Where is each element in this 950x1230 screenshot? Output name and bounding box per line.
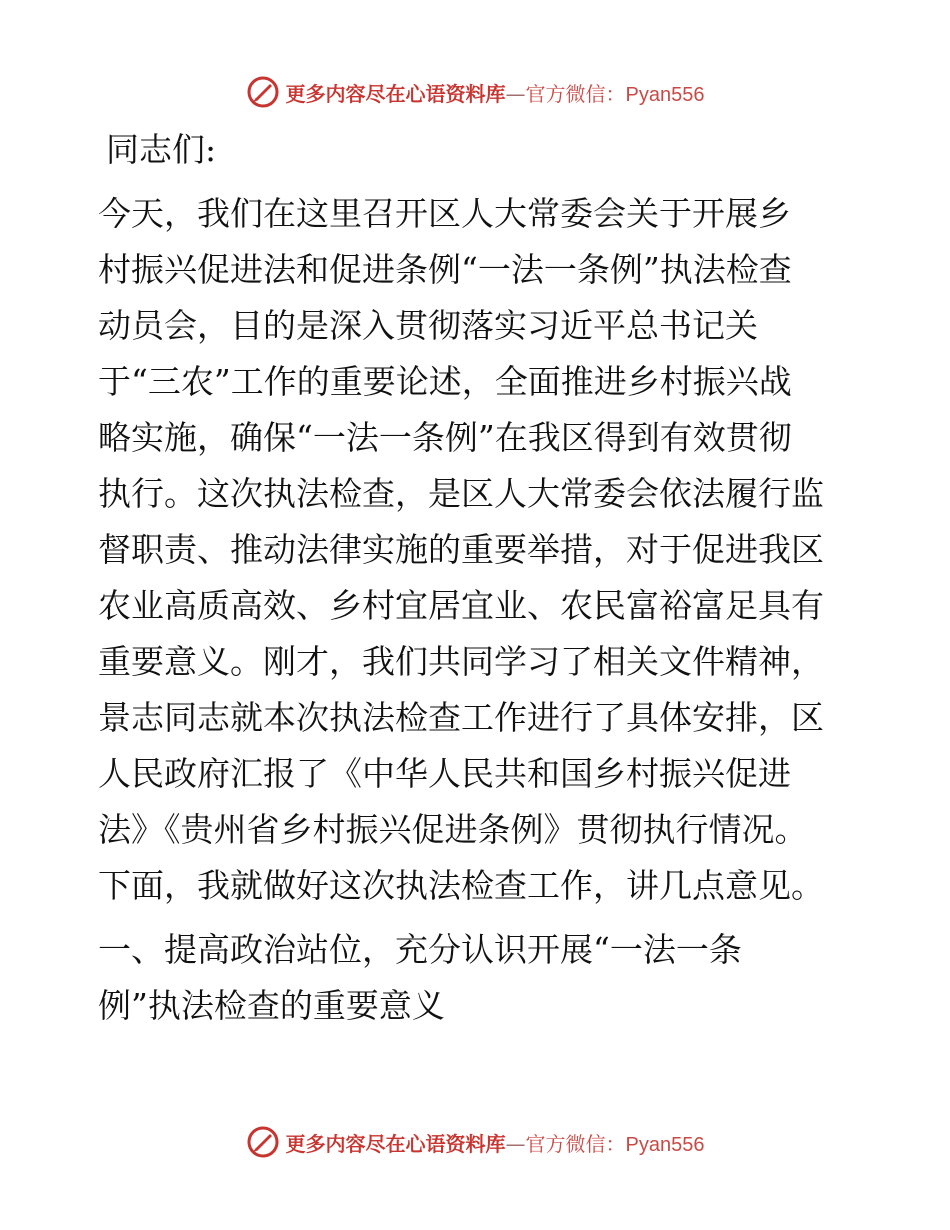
paragraph-line: 村振兴促进法和促进条例“一法一条例”执法检查: [98, 250, 792, 289]
heading-line: 一、提高政治站位，充分认识开展“一法一条: [98, 930, 742, 969]
paragraph-line: 动员会，目的是深入贯彻落实习近平总书记关: [98, 306, 758, 345]
paragraph-line: 执行。这次执法检查，是区人大常委会依法履行监: [98, 474, 824, 513]
section-heading: [98, 922, 858, 1034]
banner-wechat-label: 官方微信：: [525, 1131, 626, 1156]
footer-watermark-banner: [0, 1122, 950, 1162]
paragraph-line: 下面，我就做好这次执法检查工作，讲几点意见。: [98, 866, 824, 905]
paragraph-line: 重要意义。刚才，我们共同学习了相关文件精神，: [98, 642, 824, 681]
banner-main-text: 更多内容尽在心语资料库: [285, 81, 506, 106]
paragraph-line: 于“三农”工作的重要论述，全面推进乡村振兴战: [98, 362, 792, 401]
banner-separator: —: [505, 81, 526, 106]
banner-wechat-label: 官方微信：: [525, 81, 626, 106]
quill-pen-logo-icon: [246, 75, 280, 109]
banner-text: [286, 1128, 705, 1157]
banner-wechat-id: Pyan556: [625, 83, 705, 106]
banner-text: [286, 78, 705, 107]
paragraph-line: 今天，我们在这里召开区人大常委会关于开展乡: [98, 194, 791, 233]
heading-line: 例”执法检查的重要意义: [98, 986, 445, 1025]
paragraph-line: 景志同志就本次执法检查工作进行了具体安排，区: [98, 698, 824, 737]
banner-main-text: 更多内容尽在心语资料库: [285, 1131, 506, 1156]
quill-pen-logo-icon: [246, 1125, 280, 1159]
paragraph-line: 人民政府汇报了《中华人民共和国乡村振兴促进: [98, 754, 791, 793]
banner-wechat-id: Pyan556: [625, 1133, 705, 1156]
header-watermark-banner: [0, 72, 950, 112]
paragraph-line: 督职责、推动法律实施的重要举措，对于促进我区: [98, 530, 824, 569]
paragraph-line: 略实施，确保“一法一条例”在我区得到有效贯彻: [98, 418, 792, 457]
banner-separator: —: [505, 1131, 526, 1156]
paragraph-line: 法》《贵州省乡村振兴促进条例》贯彻执行情况。: [98, 810, 808, 849]
document-body: [98, 122, 858, 1034]
greeting: 同志们:: [106, 130, 217, 169]
opening-paragraph: [98, 186, 858, 914]
paragraph-line: 农业高质高效、乡村宜居宜业、农民富裕富足具有: [98, 586, 824, 625]
